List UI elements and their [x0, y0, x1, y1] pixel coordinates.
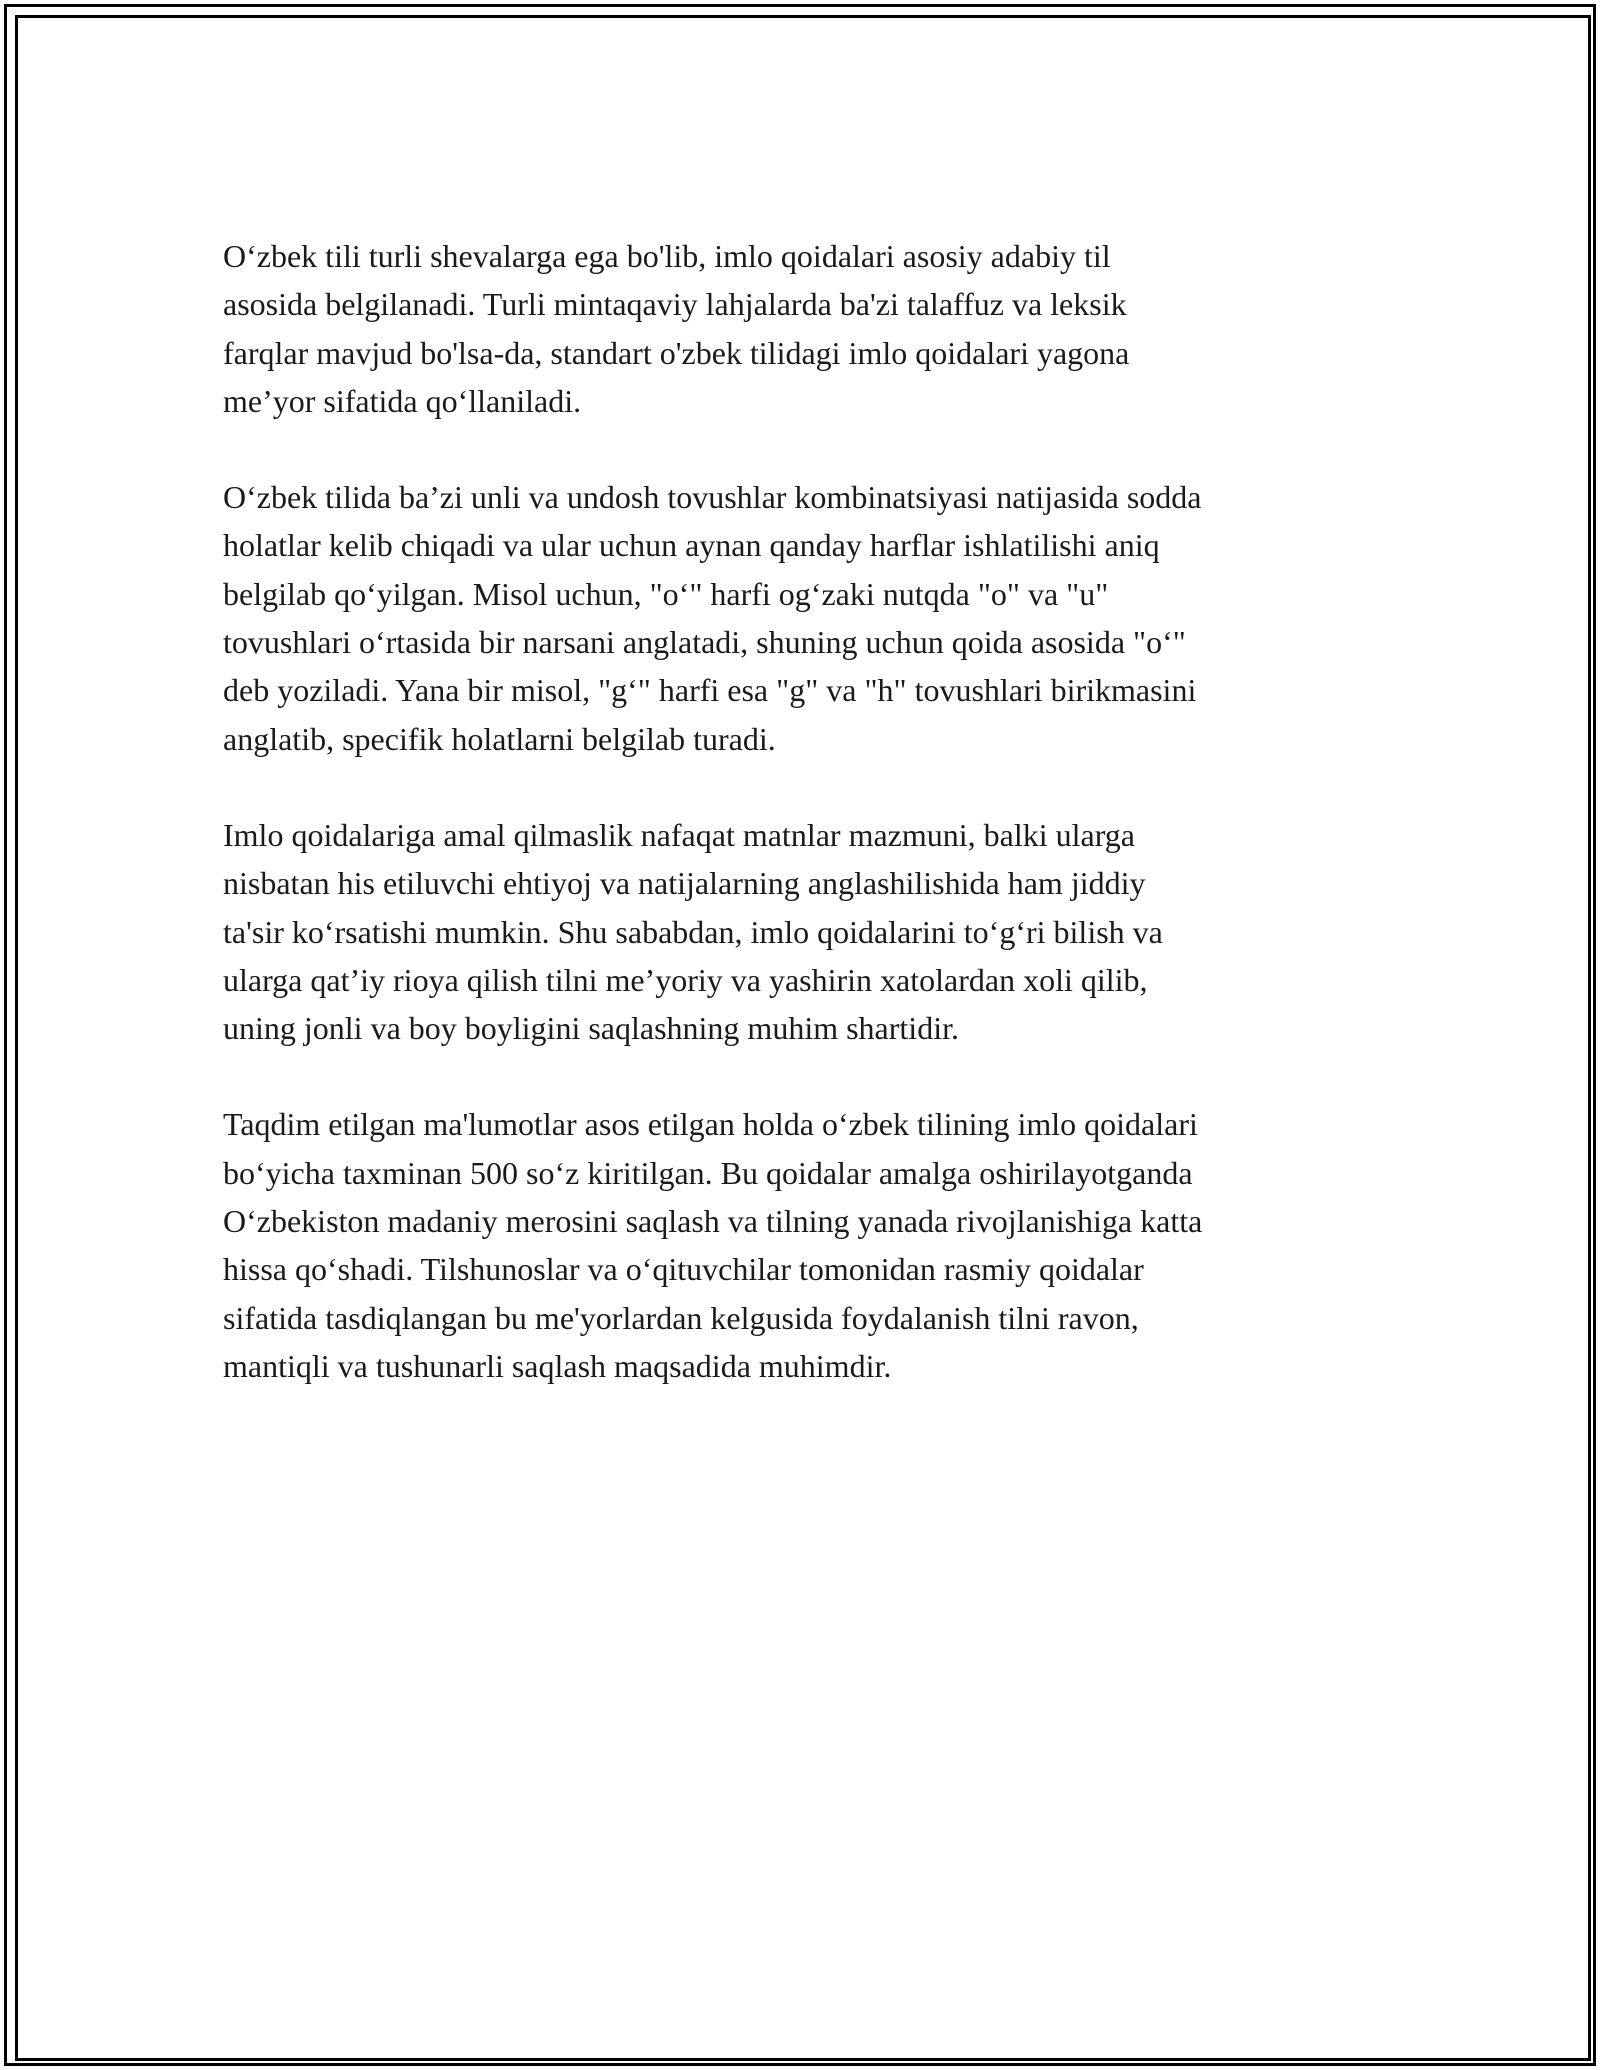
- paragraph-4: Taqdim etilgan ma'lumotlar asos etilgan holda oʻzbek tilining imlo qoidalari boʻyicha taxminan 500 soʻz kiritilgan. Bu qoidalar amalga oshirilayotganda Oʻzbekiston madaniy merosini saqlash va tilning yanada rivojlanishiga katta hissa qoʻshadi. Tilshunoslar va oʻqituvchilar tomonidan rasmiy qoidalar sifatida tasdiqlangan bu me'yorlardan kelgusida foydalanish tilni ravon, mantiqli va tushunarli saqlash maqsadida muhimdir.: [223, 1106, 1203, 1384]
- paragraph-2: Oʻzbek tilida ba’zi unli va undosh tovushlar kombinatsiyasi natijasida sodda holatlar kelib chiqadi va ular uchun aynan qanday harflar ishlatilishi aniq belgilab qoʻyilgan. Misol uchun, "oʻ" harfi ogʻzaki nutqda "o" va "u" tovushlari oʻrtasida bir narsani anglatadi, shuning uchun qoida asosida "oʻ" deb yoziladi. Yana bir misol, "gʻ" harfi esa "g" va "h" tovushlari birikmasini anglatib, specifik holatlarni belgilab turadi.: [223, 479, 1202, 757]
- paragraph-3: Imlo qoidalariga amal qilmaslik nafaqat matnlar mazmuni, balki ularga nisbatan his etiluvchi ehtiyoj va natijalarning anglashilishida ham jiddiy ta'sir koʻrsatishi mumkin. Shu sababdan, imlo qoidalarini toʻgʻri bilish va ularga qat’iy rioya qilish tilni me’yoriy va yashirin xatolardan xoli qilib, uning jonli va boy boyligini saqlashning muhim shartidir.: [223, 816, 1163, 1047]
- paragraph-1: Oʻzbek tili turli shevalarga ega bo'lib, imlo qoidalari asosiy adabiy til asosida belgilanadi. Turli mintaqaviy lahjalarda ba'zi talaffuz va leksik farqlar mavjud bo'lsa-da, standart o'zbek tilidagi imlo qoidalari yagona me’yor sifatida qoʻllaniladi.: [223, 238, 1130, 419]
- document-body: [223, 232, 1373, 1438]
